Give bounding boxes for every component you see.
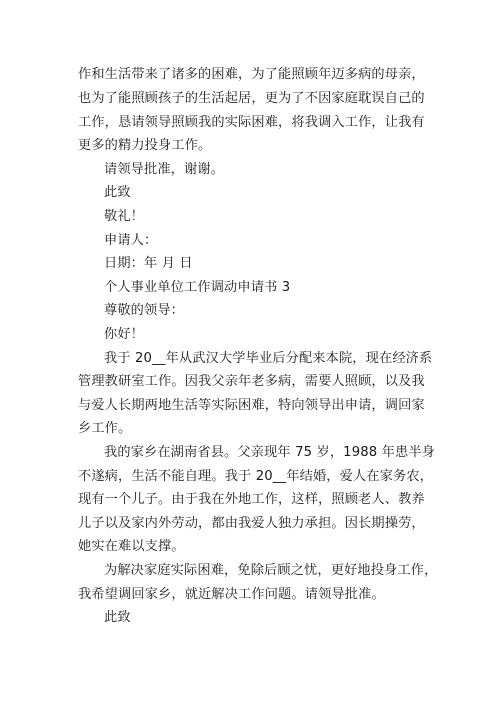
text-line: 与爱人长期两地生活等实际困难，特向领导出申请，调回家 <box>78 398 425 413</box>
text-line: 我希望调回家乡，就近解决工作问题。请领导批准。 <box>78 587 385 602</box>
text-line: 乡工作。 <box>78 421 132 436</box>
text-line: 日期：年 月 日 <box>104 256 193 271</box>
text-line: 她实在难以支撑。 <box>78 539 185 554</box>
section-title: 个人事业单位工作调动申请书 3 <box>104 280 291 295</box>
text-line: 儿子以及家内外劳动，都由我爱人独力承担。因长期操劳， <box>78 516 425 531</box>
text-line: 为解决家庭实际困难，免除后顾之忧，更好地投身工作， <box>104 563 438 578</box>
text-line: 你好！ <box>104 327 145 342</box>
text-line: 不遂病，生活不能自理。我于 20__年结婚，爱人在家务农， <box>78 469 434 484</box>
text-line: 作和生活带来了诸多的困难，为了能照顾年迈多病的母亲， <box>78 67 425 82</box>
text-line: 我于 20__年从武汉大学毕业后分配来本院，现在经济系 <box>104 351 433 366</box>
text-line: 现有一个儿子。由于我在外地工作，这样，照顾老人、教养 <box>78 492 425 507</box>
text-line: 我的家乡在湖南省县。父亲现年 75 岁，1988 年患半身 <box>104 445 436 460</box>
text-line: 敬礼！ <box>104 209 145 224</box>
text-line: 此致 <box>104 610 131 625</box>
text-line: 此致 <box>104 185 131 200</box>
text-line: 也为了能照顾孩子的生活起居，更为了不因家庭耽误自己的 <box>78 91 425 106</box>
text-line: 管理教研室工作。因我父亲年老多病，需要人照顾，以及我 <box>78 374 425 389</box>
text-line: 更多的精力投身工作。 <box>78 138 212 153</box>
text-line: 请领导批准，谢谢。 <box>104 162 225 177</box>
text-line: 申请人： <box>104 233 158 248</box>
text-line: 工作，恳请领导照顾我的实际困难，将我调入工作，让我有 <box>78 115 425 130</box>
text-line: 尊敬的领导： <box>104 303 185 318</box>
